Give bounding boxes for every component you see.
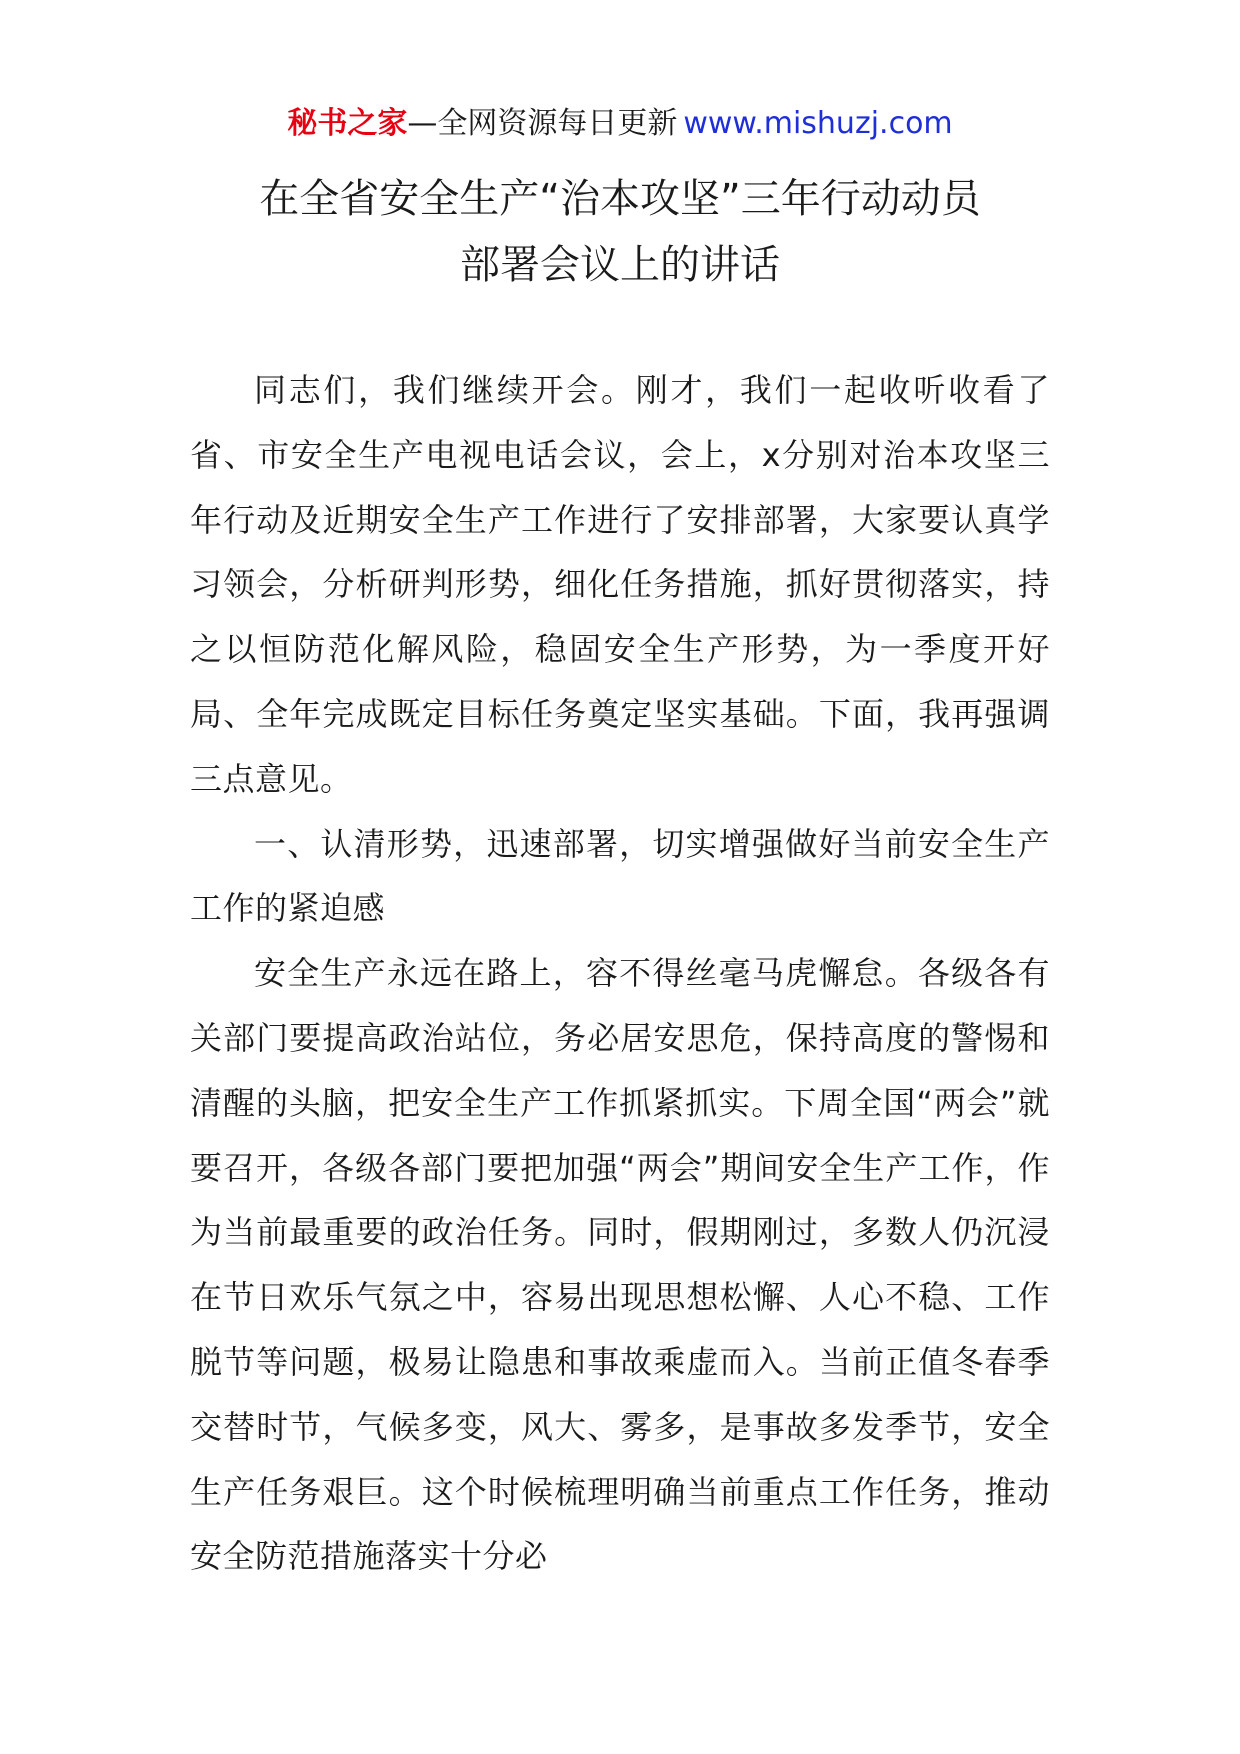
site-banner [0,104,1240,144]
brand-name: 秘书之家 [287,106,408,141]
section-heading-1: 一、认清形势，迅速部署，切实增强做好当前安全生产工作的紧迫感 [190,824,1050,928]
document-body [190,358,1050,1589]
document-title [0,166,1240,298]
brand-slogan: —全网资源每日更新 [407,106,678,141]
site-url-link[interactable]: www.mishuzj.com [683,106,953,141]
paragraph-opening: 同志们，我们继续开会。刚才，我们一起收听收看了省、市安全生产电视电话会议，会上，x分别对治本攻坚三年行动及近期安全生产工作进行了安排部署，大家要认真学习领会，分析研判形势，细化任务措施，抓好贯彻落实，持之以恒防范化解风险，稳固安全生产形势，为一季度开好局、全年完成既定目标任务奠定坚实基础。下面，我再强调三点意见。 [190,371,1050,798]
title-line-2: 部署会议上的讲话 [460,242,780,288]
paragraph-section-1: 安全生产永远在路上，容不得丝毫马虎懈怠。各级各有关部门要提高政治站位，务必居安思危，保持高度的警惕和清醒的头脑，把安全生产工作抓紧抓实。下周全国“两会”就要召开，各级各部门要把加强“两会”期间安全生产工作，作为当前最重要的政治任务。同时，假期刚过，多数人仍沉浸在节日欢乐气氛之中，容易出现思想松懈、人心不稳、工作脱节等问题，极易让隐患和事故乘虚而入。当前正值冬春季交替时节，气候多变，风大、雾多，是事故多发季节，安全生产任务艰巨。这个时候梳理明确当前重点工作任务，推动安全防范措施落实十分必 [190,954,1050,1576]
title-line-1: 在全省安全生产“治本攻坚”三年行动动员 [259,176,981,222]
